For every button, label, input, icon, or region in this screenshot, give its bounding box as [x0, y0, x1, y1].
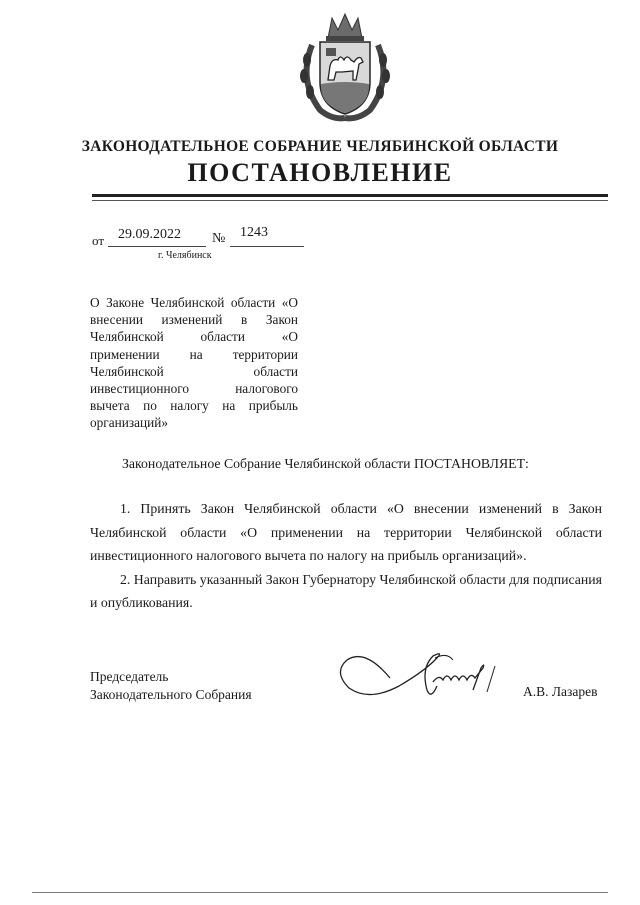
resolution-items [90, 497, 602, 615]
number-underline [230, 246, 304, 247]
signatory-name: А.В. Лазарев [523, 684, 598, 699]
document-city: г. Челябинск [158, 250, 212, 261]
document-number: 1243 [240, 225, 268, 240]
date-underline [108, 246, 206, 247]
header-divider-thick [92, 194, 608, 197]
number-prefix-label: № [212, 231, 226, 246]
organization-title: ЗАКОНОДАТЕЛЬНОЕ СОБРАНИЕ ЧЕЛЯБИНСКОЙ ОБЛАСТИ [81, 138, 559, 155]
resolution-item: 1. Принять Закон Челябинской области «О внесении изменений в Закон Челябинской области «О применении на территории Челябинской области инвестиционного налогового вычета по налогу на прибыль организаций». [90, 501, 602, 563]
header-divider-thin [92, 200, 608, 201]
date-prefix-label: от [92, 233, 105, 248]
handwritten-signature-icon [335, 638, 515, 708]
signatory-position [90, 668, 252, 704]
document-type-title: ПОСТАНОВЛЕНИЕ [187, 158, 453, 187]
signatory-position-line: Председатель [90, 669, 169, 684]
preamble-text: Законодательное Собрание Челябинской области ПОСТАНОВЛЯЕТ: [122, 456, 529, 471]
signatory-position-line: Законодательного Собрания [90, 687, 252, 702]
document-date: 29.09.2022 [118, 227, 181, 242]
document-subject: О Законе Челябинской области «О внесении изменений в Закон Челябинской области «О применении на территории Челябинской области инвестиционного налогового вычета по налогу на прибыль организаций» [90, 295, 298, 431]
coat-of-arms-icon [290, 10, 400, 125]
footer-divider [32, 892, 608, 893]
resolution-item: 2. Направить указанный Закон Губернатору Челябинской области для подписания и опубликования. [90, 571, 602, 610]
